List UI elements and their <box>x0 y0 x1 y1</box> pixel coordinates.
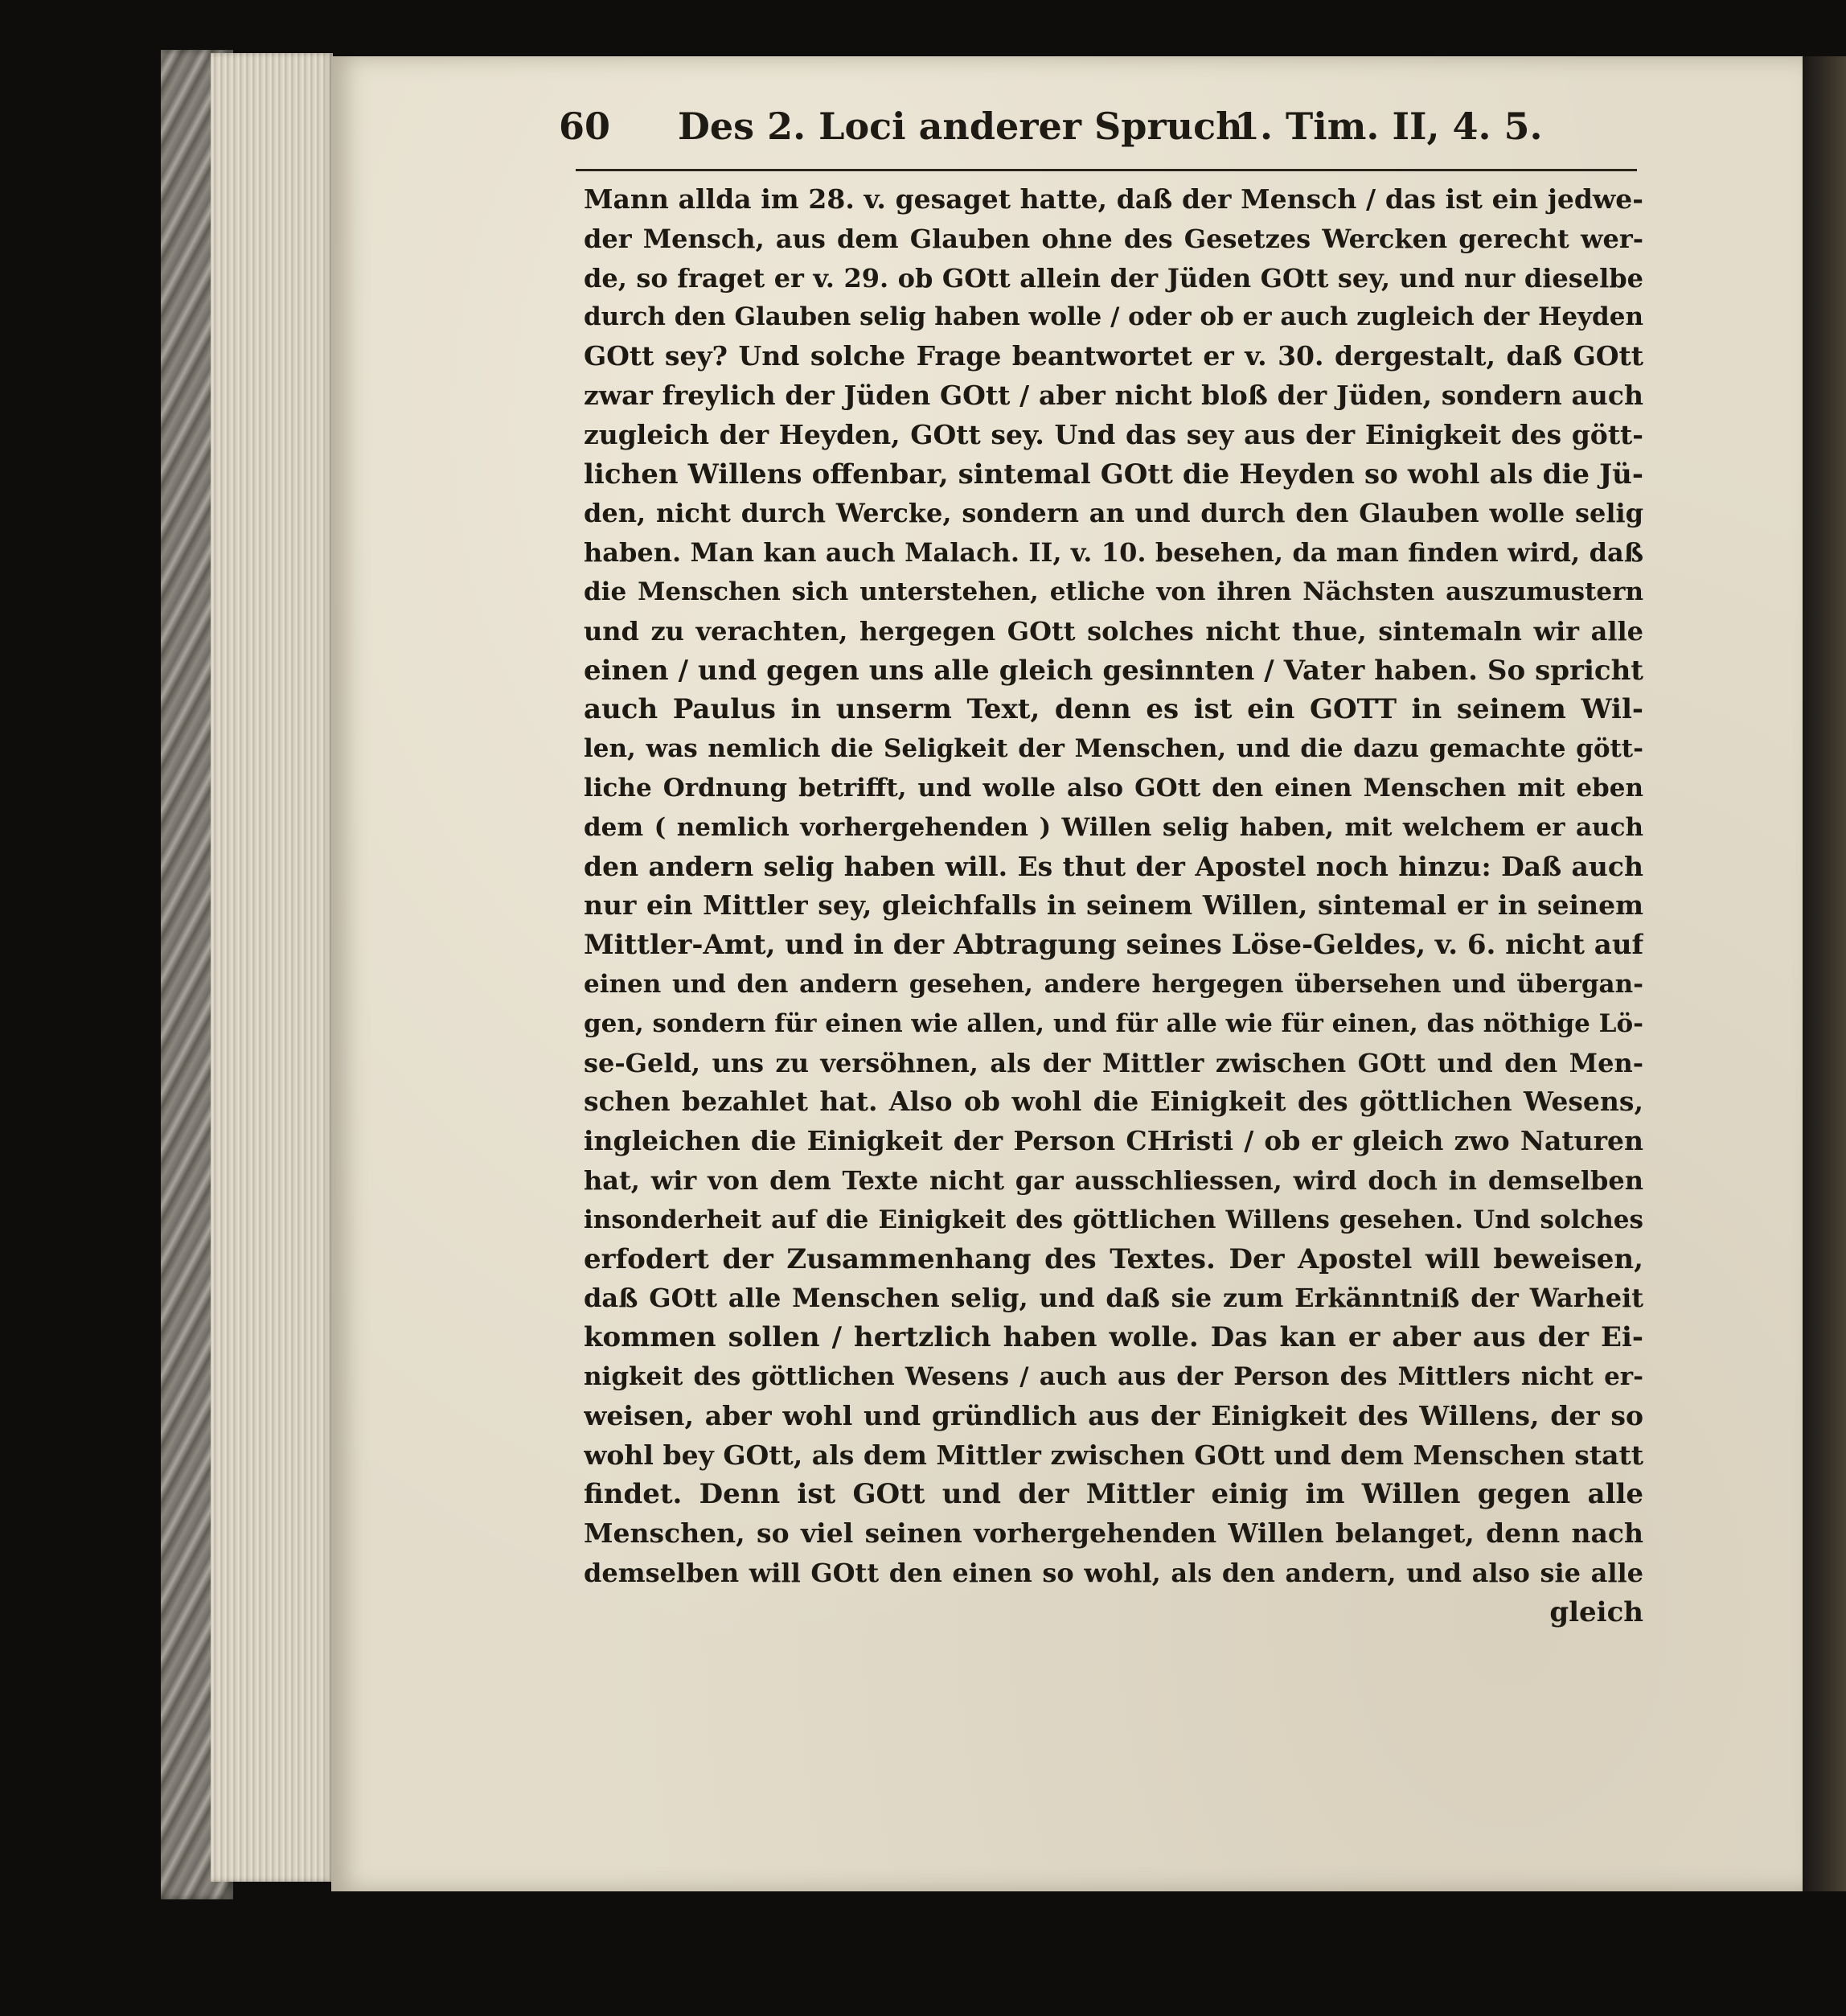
text-line: Mittler-Amt, und in der Abtragung seines Löse-Geldes, v. 6. nicht auf <box>584 929 1643 962</box>
text-line: GOtt sey? Und solche Frage beantwortet er v. 30. dergestalt, daß GOtt <box>584 340 1643 372</box>
text-line: demselben will GOtt den einen so wohl, als den andern, und also sie alle <box>584 1557 1643 1588</box>
text-line: insonderheit auf die Einigkeit des göttlichen Willens gesehen. Und solches <box>584 1205 1643 1234</box>
text-line: den, nicht durch Wercke, sondern an und durch den Glauben wolle selig <box>584 498 1643 529</box>
text-line: liche Ordnung betrifft, und wolle also GOtt den einen Menschen mit eben <box>584 773 1643 803</box>
text-line: zwar freylich der Jüden GOtt / aber nicht bloß der Jüden, sondern auch <box>584 379 1643 411</box>
text-line: durch den Glauben selig haben wolle / oder ob er auch zugleich der Heyden <box>584 302 1643 332</box>
text-line: einen / und gegen uns alle gleich gesinnten / Vater haben. So spricht <box>584 654 1643 687</box>
text-line: und zu verachten, hergegen GOtt solches nicht thue, sintemaln wir alle <box>584 615 1643 647</box>
facing-page-shadow <box>1803 56 1846 1891</box>
text-line: de, so fraget er v. 29. ob GOtt allein der Jüden GOtt sey, und nur dieselbe <box>584 262 1643 294</box>
scripture-reference: 1. Tim. II, 4. 5. <box>1234 105 1543 148</box>
text-line: len, was nemlich die Seligkeit der Menschen, und die dazu gemachte gött- <box>584 734 1643 764</box>
header-rule <box>576 169 1637 171</box>
text-line: dem ( nemlich vorhergehenden ) Willen selig haben, mit welchem er auch <box>584 812 1643 842</box>
text-line: der Mensch, aus dem Glauben ohne des Gesetzes Wercken gerecht wer- <box>584 223 1643 254</box>
text-line: weisen, aber wohl und gründlich aus der Einigkeit des Willens, der so <box>584 1399 1643 1431</box>
running-title: Des 2. Loci anderer Spruch <box>678 105 1243 148</box>
text-line: gen, sondern für einen wie allen, und für alle wie für einen, das nöthige Lö- <box>584 1008 1643 1038</box>
text-line: schen bezahlet hat. Also ob wohl die Einigkeit des göttlichen Wesens, <box>584 1086 1643 1118</box>
text-line: findet. Denn ist GOtt und der Mittler einig im Willen gegen alle <box>584 1478 1643 1511</box>
text-line: wohl bey GOtt, als dem Mittler zwischen GOtt und dem Menschen statt <box>584 1439 1643 1471</box>
text-line: hat, wir von dem Texte nicht gar ausschliessen, wird doch in demselben <box>584 1164 1643 1196</box>
text-line: auch Paulus in unserm Text, denn es ist ein GOTT in seinem Wil- <box>584 693 1643 726</box>
running-header <box>559 105 1628 161</box>
text-line: haben. Man kan auch Malach. II, v. 10. besehen, da man finden wird, daß <box>584 537 1643 569</box>
text-line: zugleich der Heyden, GOtt sey. Und das sey aus der Einigkeit des gött- <box>584 418 1643 450</box>
text-line: die Menschen sich unterstehen, etliche von ihren Nächsten auszumustern <box>584 577 1643 606</box>
text-line: Menschen, so viel seinen vorhergehenden Willen belanget, denn nach <box>584 1517 1643 1550</box>
text-line: daß GOtt alle Menschen selig, und daß sie zum Erkänntniß der Warheit <box>584 1283 1643 1314</box>
body-text <box>584 180 1643 1632</box>
text-line: se-Geld, uns zu versöhnen, als der Mittler zwischen GOtt und den Men- <box>584 1047 1643 1078</box>
text-line: den andern selig haben will. Es thut der Apostel noch hinzu: Daß auch <box>584 850 1643 882</box>
text-line: ingleichen die Einigkeit der Person CHristi / ob er gleich zwo Naturen <box>584 1125 1643 1157</box>
text-line: lichen Willens offenbar, sintemal GOtt die Heyden so wohl als die Jü- <box>584 458 1643 491</box>
text-line: Mann allda im 28. v. gesaget hatte, daß der Mensch / das ist ein jedwe- <box>584 183 1643 215</box>
text-line: erfodert der Zusammenhang des Textes. Der Apostel will beweisen, <box>584 1242 1643 1275</box>
page-number: 60 <box>559 105 611 148</box>
page-block-edges <box>211 53 333 1882</box>
text-line: nur ein Mittler sey, gleichfalls in seinem Willen, sintemal er in seinem <box>584 889 1643 922</box>
text-line: nigkeit des göttlichen Wesens / auch aus der Person des Mittlers nicht er- <box>584 1361 1643 1391</box>
text-line: kommen sollen / hertzlich haben wolle. Das kan er aber aus der Ei- <box>584 1321 1643 1354</box>
catchword: gleich <box>1549 1595 1643 1628</box>
text-line: einen und den andern gesehen, andere hergegen übersehen und übergan- <box>584 969 1643 999</box>
